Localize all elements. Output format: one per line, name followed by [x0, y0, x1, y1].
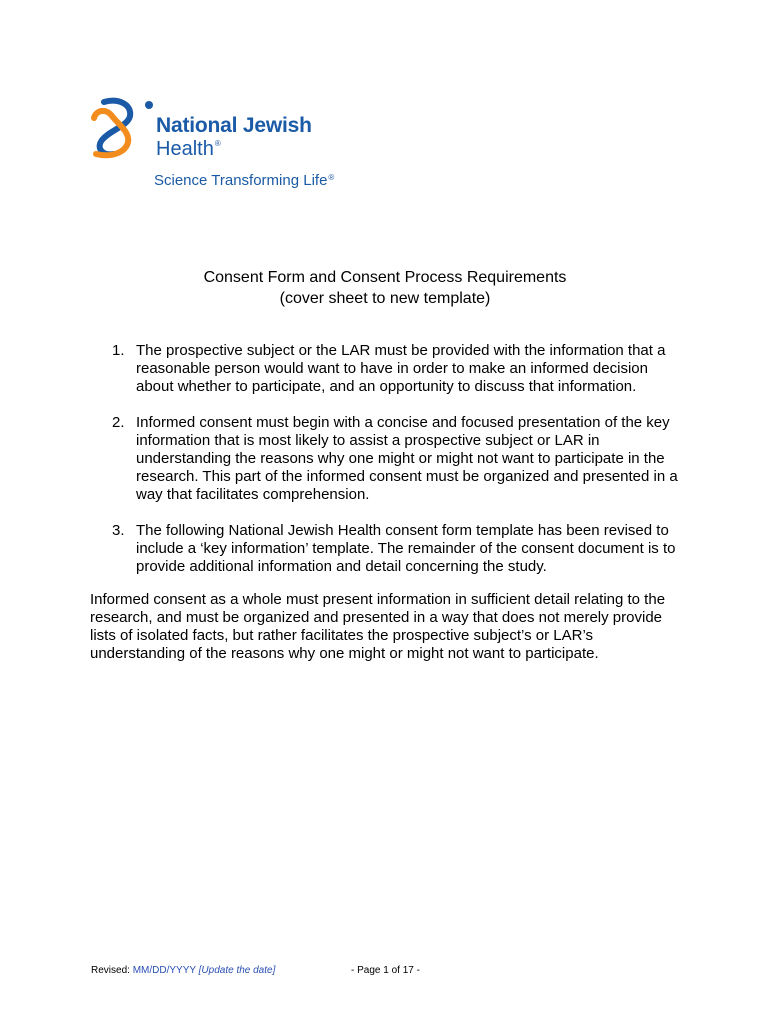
- list-item-text: The following National Jewish Health consent form template has been revised to include a ‘key information’ template. The remainder of the consent document is to provide additional information and detail concerning the study.: [136, 522, 676, 575]
- helix-logo-icon: [88, 96, 154, 162]
- document-title: [0, 267, 770, 309]
- registered-mark: ®: [214, 139, 221, 148]
- logo-name-line2: Health®: [156, 138, 221, 160]
- title-line-1: Consent Form and Consent Process Requirements: [203, 269, 567, 286]
- footer-revised: [91, 965, 275, 976]
- national-jewish-health-logo: [88, 96, 348, 196]
- list-item-text: Informed consent must begin with a concise and focused presentation of the key information that is most likely to assist a prospective subject or LAR in understanding the reasons why one might or might not want to participate in the research. This part of the informed consent must be organized and presented in a way that facilitates comprehension.: [136, 414, 678, 503]
- summary-paragraph: Informed consent as a whole must present information in sufficient detail relating to the research, and must be organized and presented in a way that does not merely provide lists of isolated facts, but rather facilitates the prospective subject’s or LAR’s understanding of the reasons why one might or might not want to participate.: [90, 591, 666, 662]
- page-number: - Page 1 of 17 -: [351, 965, 420, 976]
- registered-mark: ®: [328, 173, 335, 182]
- list-item-number: 1.: [112, 342, 125, 359]
- list-item: [90, 522, 682, 576]
- list-item: [90, 414, 682, 504]
- list-item: [90, 342, 682, 396]
- list-item-number: 3.: [112, 522, 125, 539]
- logo-name-line1: National Jewish: [156, 114, 312, 137]
- title-line-2: (cover sheet to new template): [279, 290, 491, 307]
- requirements-list: [90, 342, 682, 594]
- logo-tagline: Science Transforming Life®: [154, 172, 335, 189]
- revised-label: Revised:: [91, 965, 130, 976]
- list-item-number: 2.: [112, 414, 125, 431]
- revised-date: MM/DD/YYYY: [132, 965, 196, 976]
- update-date-note: [Update the date]: [198, 965, 276, 976]
- list-item-text: The prospective subject or the LAR must be provided with the information that a reasonable person would want to have in order to make an informed decision about whether to participate, and an opportunity to discuss that information.: [136, 342, 666, 395]
